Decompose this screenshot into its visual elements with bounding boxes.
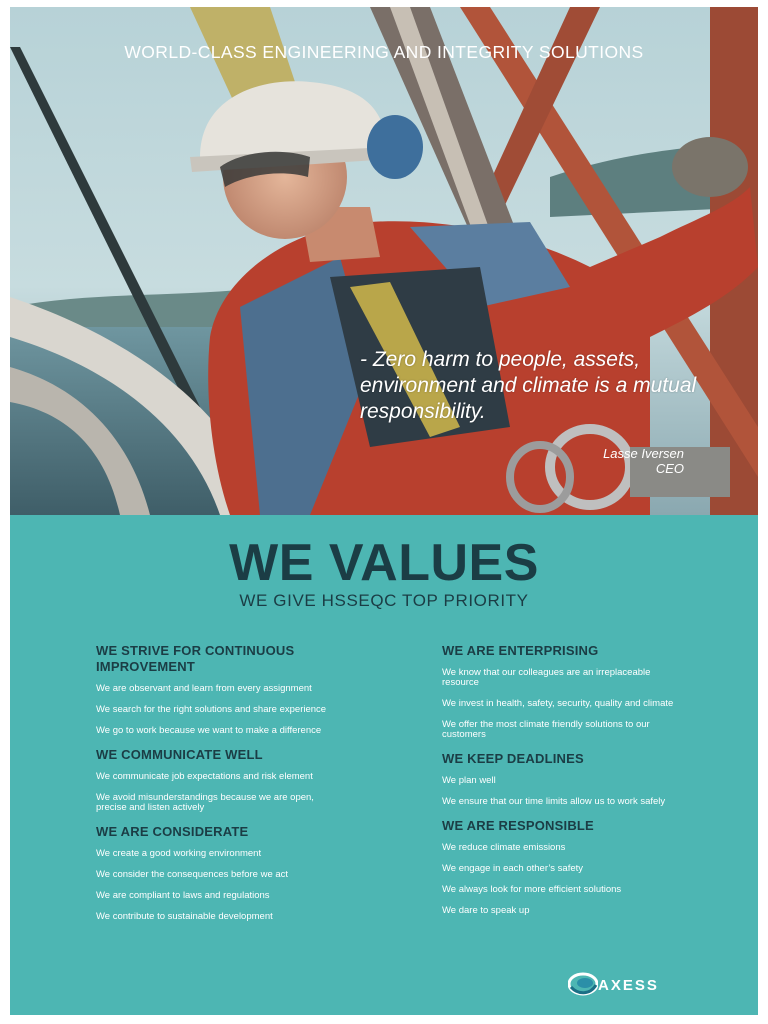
value-section (442, 643, 742, 740)
values-subtitle: WE GIVE HSSEQC TOP PRIORITY (239, 591, 529, 610)
value-item: We ensure that our time limits allow us to work safely (442, 796, 666, 807)
worker-on-rig-illustration (10, 7, 758, 515)
value-item: We always look for more efficient solutions (442, 884, 622, 895)
values-column-left (96, 643, 396, 933)
quote-attribution (530, 446, 684, 476)
value-item: We search for the right solutions and share experience (96, 704, 327, 715)
value-heading: WE ARE RESPONSIBLE (442, 818, 594, 833)
ceo-quote: - Zero harm to people, assets, environment and climate is a mutual responsibility. (360, 348, 697, 423)
value-heading: WE ARE CONSIDERATE (96, 824, 249, 839)
quote-author-name: Lasse Iversen (603, 446, 684, 461)
value-item: We communicate job expectations and risk element (96, 771, 313, 782)
value-item: We offer the most climate friendly solutions to our customers (442, 719, 650, 740)
value-item: We engage in each other’s safety (442, 863, 584, 874)
value-heading: WE COMMUNICATE WELL (96, 747, 263, 762)
value-section (96, 824, 396, 922)
value-item: We invest in health, safety, security, quality and climate (442, 698, 674, 709)
value-item: We know that our colleagues are an irreplaceable resource (442, 667, 651, 688)
value-section (96, 643, 396, 736)
value-item: We are compliant to laws and regulations (96, 890, 270, 901)
poster (10, 7, 758, 1015)
quote-author-title: CEO (655, 461, 684, 476)
value-item: We go to work because we want to make a difference (96, 725, 322, 736)
value-section (442, 751, 742, 807)
value-item: We contribute to sustainable development (96, 911, 273, 922)
axess-swirl-icon (568, 969, 598, 999)
value-heading: WE STRIVE FOR CONTINUOUS IMPROVEMENT (96, 643, 295, 674)
values-panel (10, 515, 758, 1015)
values-title: WE VALUES (229, 534, 539, 592)
values-column-right (442, 643, 742, 927)
value-item: We create a good working environment (96, 848, 262, 859)
axess-logo (568, 967, 698, 1003)
value-heading: WE KEEP DEADLINES (442, 751, 584, 766)
logo-text: AXESS (598, 977, 659, 994)
value-item: We plan well (442, 775, 496, 786)
value-section (442, 818, 742, 916)
value-item: We dare to speak up (442, 905, 530, 916)
value-section (96, 747, 396, 813)
value-item: We avoid misunderstandings because we are open, precise and listen actively (96, 792, 314, 813)
value-item: We reduce climate emissions (442, 842, 566, 853)
value-heading: WE ARE ENTERPRISING (442, 643, 599, 658)
hero-photo (10, 7, 758, 515)
value-item: We are observant and learn from every assignment (96, 683, 312, 694)
value-item: We consider the consequences before we act (96, 869, 289, 880)
tagline: WORLD-CLASS ENGINEERING AND INTEGRITY SOLUTIONS (124, 42, 644, 62)
